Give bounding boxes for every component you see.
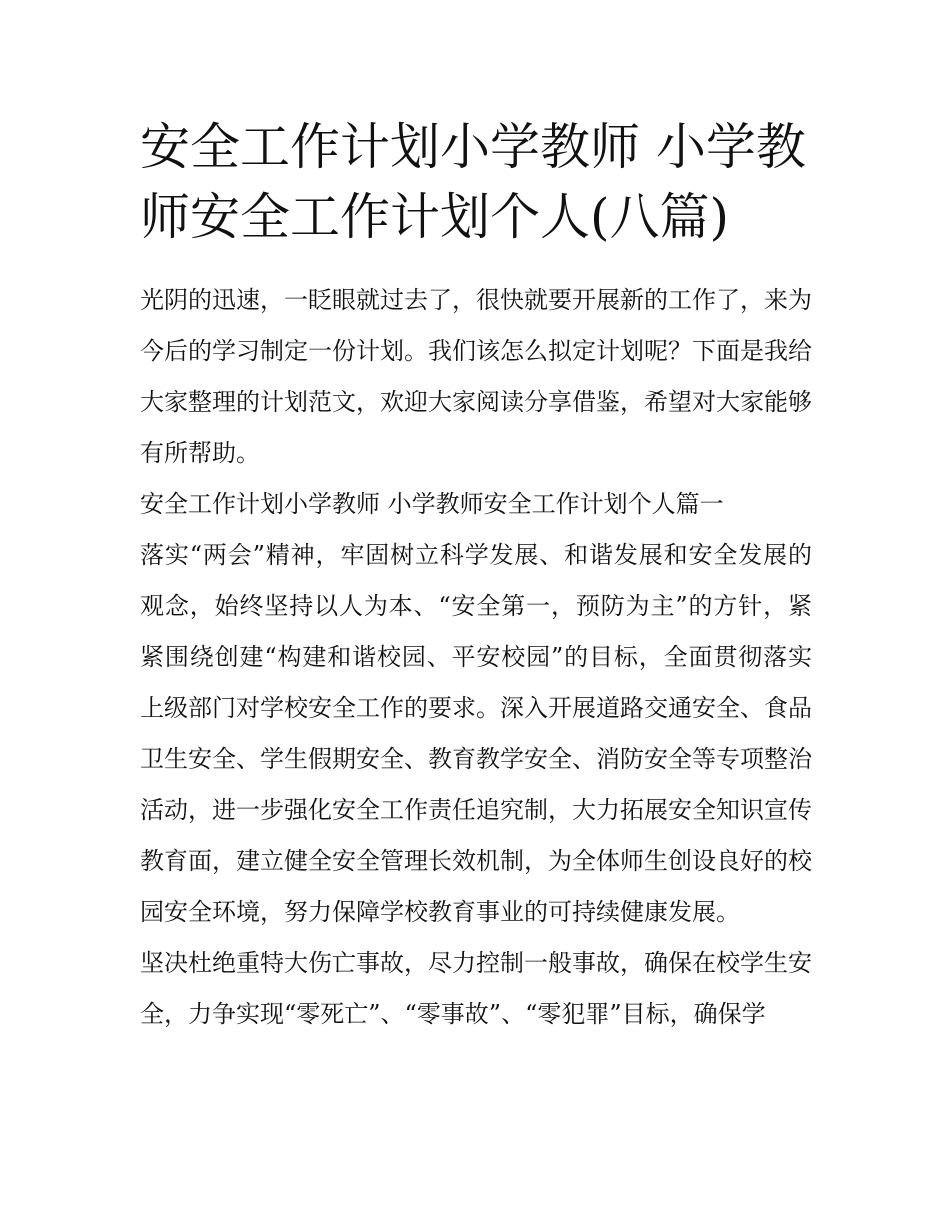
body-paragraph-1: 落实“两会”精神，牢固树立科学发展、和谐发展和安全发展的观念，始终坚持以人为本、“安全第一，预防为主”的方针，紧紧围绕创建“构建和谐校园、平安校园”的目标，全面贯彻落实上级部门对学校安全工作的要求。深入开展道路交通安全、食品卫生安全、学生假期安全、教育教学安全、消防安全等专项整治活动，进一步强化安全工作责任追究制，大力拓展安全知识宣传教育面，建立健全安全管理长效机制，为全体师生创设良好的校园安全环境，努力保障学校教育事业的可持续健康发展。 — [140, 541, 812, 926]
body-paragraph-2: 坚决杜绝重特大伤亡事故，尽力控制一般事故，确保在校学生安全，力争实现“零死亡”、“零事故”、“零犯罪”目标，确保学 — [140, 949, 812, 1028]
intro-paragraph: 光阴的迅速，一眨眼就过去了，很快就要开展新的工作了，来为今后的学习制定一份计划。我们该怎么拟定计划呢？下面是我给大家整理的计划范文，欢迎大家阅读分享借鉴，希望对大家能够有所帮助。 — [140, 286, 812, 467]
document-title: 安全工作计划小学教师 小学教师安全工作计划个人(八篇) — [140, 118, 806, 246]
section-heading: 安全工作计划小学教师 小学教师安全工作计划个人篇一 — [140, 490, 724, 518]
document-body — [140, 275, 812, 1040]
